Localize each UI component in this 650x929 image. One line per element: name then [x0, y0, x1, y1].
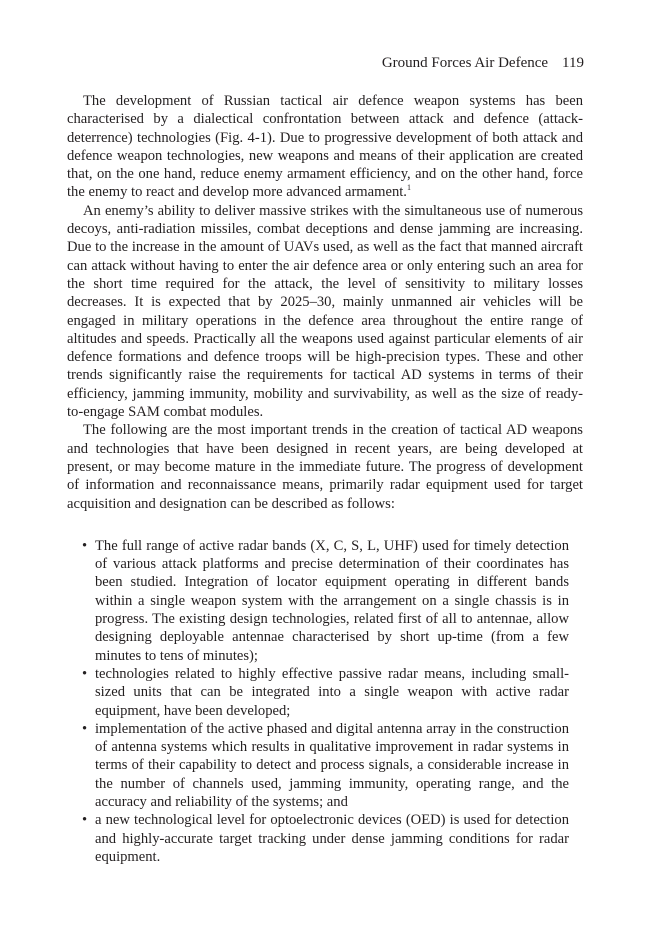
bullet-text: a new technological level for optoelectronic devices (OED) is used for detection and highly-accurate target tracking under dense jamming conditions for radar equipment. — [95, 812, 569, 865]
paragraph-text: The development of Russian tactical air defence weapon systems has been characterised by a dialectical confrontation between attack and defence (attack-deterrence) technologies (Fig. 4-1). Due to progressive development of both attack and defence weapon technologies, new weapons and means of their application are created that, on the one hand, reduce enemy armament efficiency, and on the other hand, force the enemy to react and develop more advanced armament. — [67, 93, 583, 201]
running-title: Ground Forces Air Defence — [381, 55, 549, 71]
footnote-marker[interactable]: 1 — [406, 183, 411, 193]
bullet-icon: • — [82, 720, 88, 737]
paragraph — [67, 421, 583, 512]
paragraph — [67, 92, 583, 202]
bullet-item — [82, 665, 569, 720]
bullet-icon: • — [82, 665, 88, 682]
paragraph-text: The following are the most important trends in the creation of tactical AD weapons and technologies that have been designed in recent years, are being developed at present, or may become mature in the immediate future. The progress of development of information and reconnaissance means, primarily radar equipment used for target acquisition and designation can be described as follows: — [67, 422, 583, 512]
bullet-item — [82, 720, 569, 811]
bullet-text: technologies related to highly effective passive radar means, including small-sized units that can be integrated into a single weapon with active radar equipment, have been developed; — [95, 665, 569, 719]
paragraph — [67, 202, 583, 422]
paragraph-text: An enemy’s ability to deliver massive strikes with the simultaneous use of numerous decoys, anti-radiation missiles, combat deceptions and dense jamming are increasing. Due to the increase in the amount of UAVs used, as well as the fact that manned aircraft can attack without having to enter the air defence area or only entering such an area for the short time required for the attack, the level of sensitivity to military losses decreases. It is expected that by 2025–30, mainly unmanned air vehicles will be engaged in military operations in the defence area throughout the entire range of altitudes and speeds. Practically all the weapons used against particular elements of air defence formations and defence troops will be high-precision types. These and other trends significantly raise the requirements for tactical AD systems in terms of their efficiency, jamming immunity, mobility and survivability, as well as the size of ready-to-engage SAM combat modules. — [67, 202, 583, 421]
bullet-icon: • — [82, 812, 88, 829]
bullet-text: The full range of active radar bands (X, C, S, L, UHF) used for timely detection of various attack platforms and precise determination of their coordinates has been studied. Integration of locator equipment operating in different bands within a single weapon system with the arrangement on a single chassis is in progress. The existing design technologies, related first of all to antennae, allow designing deployable antennae characterised by short up-time (from a few minutes to tens of minutes); — [95, 537, 569, 664]
bullet-icon: • — [82, 537, 88, 554]
bullet-item — [82, 811, 569, 866]
running-head — [382, 54, 584, 72]
bullet-item — [82, 537, 569, 665]
bullet-text: implementation of the active phased and digital antenna array in the construction of antenna systems which results in qualitative improvement in radar systems in terms of their capability to detect and process signals, a considerable increase in the number of channels used, jamming immunity, operating range, and the accuracy and reliability of the systems; and — [95, 720, 569, 810]
bullet-list — [67, 537, 583, 866]
body-text — [67, 92, 583, 866]
page-number: 119 — [562, 55, 584, 71]
